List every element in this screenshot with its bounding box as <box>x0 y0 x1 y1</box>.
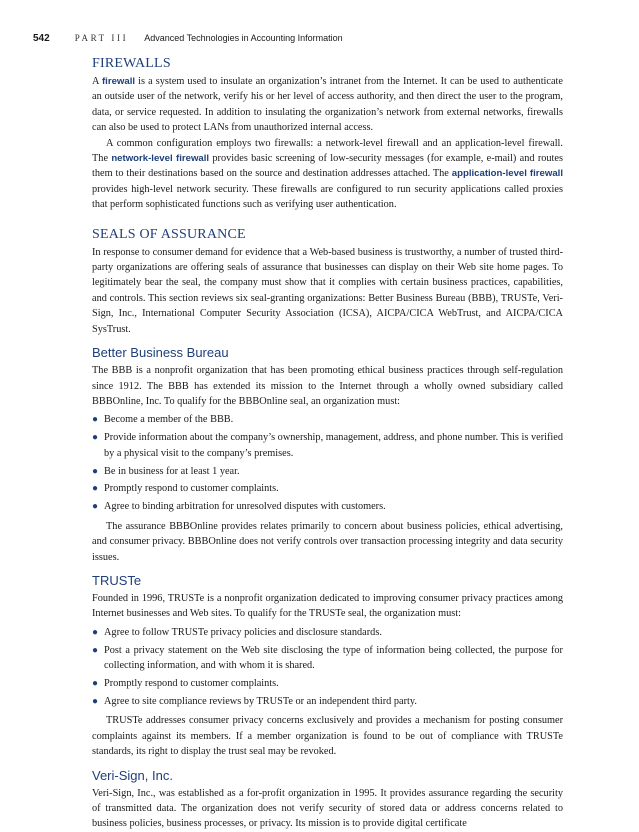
list-item <box>92 676 563 691</box>
chapter-title: Advanced Technologies in Accounting Information <box>144 33 343 43</box>
keyword-firewall: firewall <box>101 76 136 87</box>
text-run: provides basic screening of low-security messages (for example, e-mail) and routes them to their destinations based on the source and destination addresses attached. The <box>92 153 563 180</box>
list-item-text: Agree to site compliance reviews by TRUSTe or an independent third party. <box>104 695 417 707</box>
bullet-icon: ● <box>92 432 99 444</box>
bullet-icon: ● <box>92 644 99 656</box>
list-item <box>92 643 563 674</box>
list-item <box>92 481 563 496</box>
bbb-paragraph-1: The BBB is a nonprofit organization that has been promoting ethical business practices through self-regulation since 1912. The BBB has extended its mission to the Internet through a wholly owned subsidiary called BBBOnline, Inc. To qualify for the BBBOnline seal, an organization must: <box>92 365 563 407</box>
truste-heading: TRUSTe <box>92 572 142 588</box>
truste-bullet-list <box>92 625 563 710</box>
list-item-text: Provide information about the company’s ownership, management, address, and phone number. This is verified by a physical visit to the company’s premises. <box>104 432 563 459</box>
verisign-paragraph-1: Veri-Sign, Inc., was established as a for-profit organization in 1995. It provides assurance regarding the security of transmitted data. The organization does not verify security of stored data or address concerns related to business policies, business processes, or privacy. Its mission is to provide digital certificate <box>92 787 563 830</box>
bullet-icon: ● <box>92 465 99 477</box>
list-item-text: Promptly respond to customer complaints. <box>104 678 279 689</box>
text-run: is a system used to insulate an organization’s intranet from the Internet. It can be used to authenticate an outside user of the network, verify his or her level of access authority, and then direct the user to the program, data, or service requested. In addition to insulating the organization’s network from external networks, firewalls can also be used to protect LANs from unauthorized internal access. <box>92 76 563 134</box>
list-item <box>92 412 563 427</box>
seals-heading: SEALS OF ASSURANCE <box>92 226 246 242</box>
list-item <box>92 464 563 479</box>
list-item <box>92 625 563 640</box>
truste-paragraph-2: TRUSTe addresses consumer privacy concerns exclusively and provides a mechanism for posting consumer complaints against its members. If a member organization is found to be out of compliance with TRUSTe standards, its right to display the trust seal may be revoked. <box>92 715 563 758</box>
verisign-heading: Veri-Sign, Inc. <box>92 767 173 783</box>
list-item-text: Post a privacy statement on the Web site disclosing the type of information being collected, the purpose for collecting information, and with whom it is shared. <box>104 644 563 672</box>
page-number: 542 <box>33 33 50 44</box>
list-item-text: Become a member of the BBB. <box>104 414 234 426</box>
bullet-icon: ● <box>92 678 99 689</box>
running-header <box>33 30 593 46</box>
truste-paragraph-1: Founded in 1996, TRUSTe is a nonprofit organization dedicated to improving consumer privacy practices among Internet businesses and Web sites. To qualify for the TRUSTe seal, the organization must: <box>92 592 563 620</box>
list-item-text: Promptly respond to customer complaints. <box>104 483 279 495</box>
bullet-icon: ● <box>92 501 99 513</box>
bullet-icon: ● <box>92 626 99 638</box>
seals-paragraph: In response to consumer demand for evidence that a Web-based business is trustworthy, a number of trusted third-party organizations are offering seals of assurance that businesses can display on their Web site home pages. To legitimately bear the seal, the company must show that it complies with certain business practices, capabilities, and controls. This section reviews six seal-granting organizations: Better Business Bureau (BBB), TRUSTe, Veri-Sign, Inc., International Computer Security Association (ICSA), AICPA/CICA WebTrust, and AICPA/CICA SysTrust. <box>92 246 563 335</box>
bullet-icon: ● <box>92 483 99 495</box>
firewalls-paragraph-2 <box>92 136 563 213</box>
list-item-text: Agree to follow TRUSTe privacy policies and disclosure standards. <box>104 626 382 638</box>
list-item <box>92 499 563 514</box>
bullet-icon: ● <box>92 414 99 426</box>
list-item <box>92 430 563 461</box>
page-body <box>92 56 563 832</box>
firewalls-paragraph-1 <box>92 74 563 136</box>
text-run: A <box>92 76 102 87</box>
part-label: PART III <box>74 33 129 43</box>
bullet-icon: ● <box>92 695 99 707</box>
keyword-network-level-firewall: network-level firewall <box>111 153 210 165</box>
text-run: provides high-level network security. These firewalls are configured to run security applications called proxies that perform sophisticated functions such as verifying user authentication. <box>92 183 563 211</box>
keyword-application-level-firewall: application-level firewall <box>451 168 563 180</box>
list-item-text: Agree to binding arbitration for unresolved disputes with customers. <box>104 501 386 513</box>
bbb-heading: Better Business Bureau <box>92 345 229 361</box>
list-item <box>92 694 563 709</box>
bbb-bullet-list <box>92 412 563 514</box>
list-item-text: Be in business for at least 1 year. <box>104 465 240 477</box>
firewalls-heading: FIREWALLS <box>92 56 171 71</box>
bbb-paragraph-2: The assurance BBBOnline provides relates primarily to concern about business policies, ethical advertising, and consumer privacy. BBBOnline does not verify controls over transaction processing integrity and data security issues. <box>92 520 563 563</box>
text-run: A common configuration employs two firewalls: a network-level firewall and an application-level firewall. The <box>92 137 563 165</box>
